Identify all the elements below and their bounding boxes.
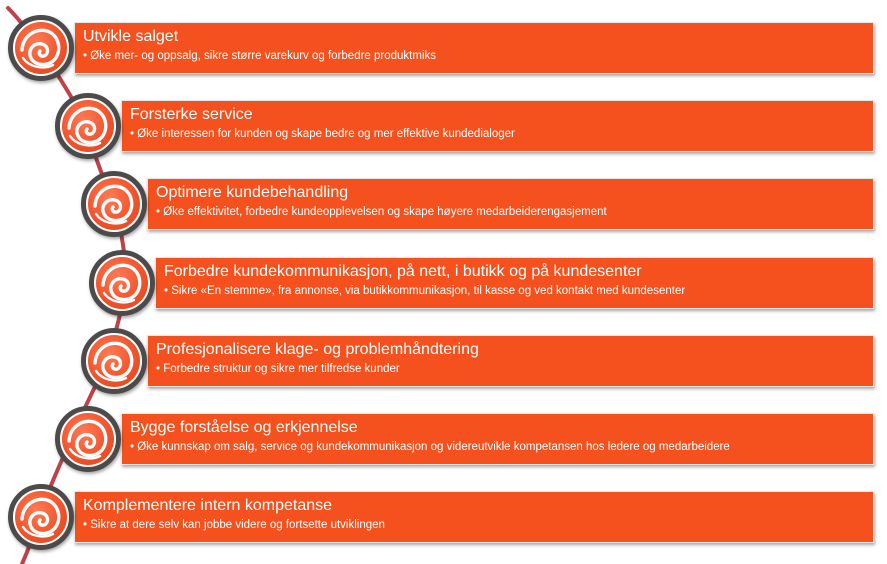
step-box	[147, 178, 874, 230]
spiral-icon	[89, 250, 155, 316]
spiral-icon	[8, 15, 74, 81]
step-description	[130, 440, 730, 454]
bullet-marker: •	[130, 441, 135, 453]
step-description-text: Forbedre struktur og sikre mer tilfredse kunder	[163, 363, 400, 375]
spiral-icon	[8, 484, 74, 550]
bullet-marker: •	[164, 285, 169, 297]
step-description	[156, 362, 400, 376]
bullet-marker: •	[83, 50, 88, 62]
step-title: Komplementere intern kompetanse	[83, 497, 333, 514]
step-description	[83, 49, 436, 63]
step-description	[83, 518, 385, 532]
step-description-text: Øke mer- og oppsalg, sikre større varekurv og forbedre produktmiks	[90, 50, 437, 62]
step-title: Forbedre kundekommunikasjon, på nett, i butikk og på kundesenter	[164, 263, 642, 280]
bullet-marker: •	[156, 206, 161, 218]
spiral-icon	[81, 171, 147, 237]
step-description-text: Øke kunnskap om salg, service og kundekommunikasjon og videreutvikle kompetansen hos ledere og medarbeidere	[137, 441, 730, 453]
step-box	[121, 413, 874, 465]
step-description-text: Sikre at dere selv kan jobbe videre og fortsette utviklingen	[90, 519, 385, 531]
step-description	[156, 205, 607, 219]
step-box	[74, 22, 874, 74]
step-description-text: Sikre «En stemme», fra annonse, via butikkommunikasjon, til kasse og ved kontakt med kundesenter	[171, 285, 686, 297]
bullet-marker: •	[156, 363, 161, 375]
spiral-icon	[55, 406, 121, 472]
step-box	[155, 257, 874, 309]
step-box	[74, 491, 874, 543]
step-description-text: Øke effektivitet, forbedre kundeopplevelsen og skape høyere medarbeiderengasjement	[163, 206, 607, 218]
step-title: Bygge forståelse og erkjennelse	[130, 419, 358, 436]
step-title: Utvikle salget	[83, 28, 179, 45]
step-title: Profesjonalisere klage- og problemhåndtering	[156, 341, 479, 358]
step-title: Optimere kundebehandling	[156, 184, 349, 201]
bullet-marker: •	[130, 128, 135, 140]
step-description	[130, 127, 515, 141]
step-description-text: Øke interessen for kunden og skape bedre og mer effektive kundedialoger	[137, 128, 515, 140]
step-box	[121, 100, 874, 152]
step-box	[147, 335, 874, 387]
step-title: Forsterke service	[130, 106, 253, 123]
bullet-marker: •	[83, 519, 88, 531]
spiral-icon	[81, 328, 147, 394]
step-description	[164, 284, 685, 298]
spiral-icon	[55, 93, 121, 159]
